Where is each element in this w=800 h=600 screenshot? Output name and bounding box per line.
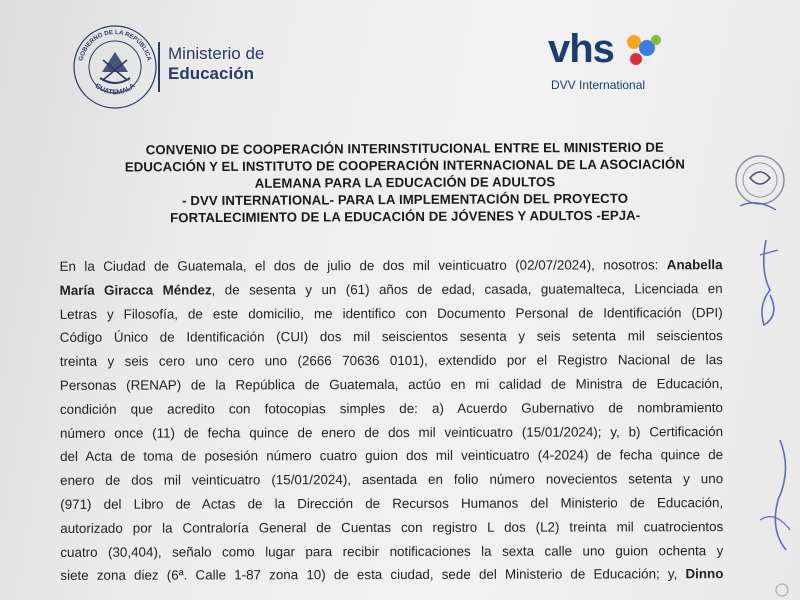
- body-line: autorizado por la Contraloría General de Cuentas con registro L dos (L2) treinta mil cuatrocientos: [60, 518, 724, 536]
- body-line: número once (11) de fecha quince de enero de dos mil veinticuatro (15/01/2024); y, b) Certificación: [60, 423, 724, 441]
- body-line: cuatro (30,404), señalo como lugar para recibir notificaciones la sexta calle uno guion ochenta y: [60, 542, 724, 560]
- ministry-name-line2: Educación: [168, 64, 254, 83]
- agreement-body: [60, 253, 724, 588]
- guatemala-seal-icon: [70, 22, 160, 112]
- svg-text:GUATEMALA: [93, 83, 136, 97]
- body-line: treinta y seis cero uno cero uno (2666 70636 0101), extendido por el Registro Nacional de las: [59, 352, 723, 370]
- vhs-dots-icon: [623, 32, 668, 72]
- title-line: CONVENIO DE COOPERACIÓN INTERINSTITUCIONAL ENTRE EL MINISTERIO DE: [145, 139, 664, 158]
- vhs-subtitle: DVV International: [551, 78, 646, 92]
- body-line: (971) del Libro de Actas de la Dirección de Recursos Humanos del Ministerio de Educación,: [60, 495, 724, 512]
- title-line: - DVV INTERNATIONAL- PARA LA IMPLEMENTACIÓN DEL PROYECTO: [182, 190, 629, 209]
- body-line: Letras y Filosofía, de este domicilio, me identifico con Documento Personal de Identificación (DPI): [59, 304, 723, 322]
- body-line: condición que acredito con fotocopias simples de: a) Acuerdo Gubernativo de nombramiento: [59, 399, 723, 417]
- body-line: María Giracca Méndez, de sesenta y un (61) años de edad, casada, guatemalteca, Licenciada en: [59, 280, 723, 298]
- body-line: En la Ciudad de Guatemala, el dos de julio de dos mil veinticuatro (02/07/2024), nosotros: Anabella: [59, 257, 723, 274]
- logo-divider: [158, 42, 160, 92]
- vhs-dvv-logo: [548, 26, 673, 96]
- body-line: Código Único de Identificación (CUI) dos mil seiscientos sesenta y seis setenta mil seiscientos: [59, 328, 723, 346]
- body-line: Personas (RENAP) de la República de Guatemala, actúo en mi calidad de Ministra de Educación,: [59, 376, 723, 393]
- ministry-name-line1: Ministerio de: [168, 44, 265, 63]
- body-line: siete zona diez (6ª. Calle 1-87 zona 10) de esta ciudad, sede del Ministerio de Educación; y, Dinno: [60, 566, 724, 584]
- margin-signatures-icon: [730, 230, 800, 600]
- title-line: ALEMANA PARA LA EDUCACIÓN DE ADULTOS: [254, 174, 556, 191]
- title-line: EDUCACIÓN Y EL INSTITUTO DE COOPERACIÓN INTERNACIONAL DE LA ASOCIACIÓN: [124, 156, 686, 175]
- official-stamp-icon: [726, 148, 788, 228]
- title-line: FORTALECIMIENTO DE LA EDUCACIÓN DE JÓVENES Y ADULTOS -EPJA-: [170, 207, 641, 226]
- ministry-logo-text: [168, 44, 264, 84]
- seal-text-top: GOBIERNO DE LA REPÚBLICA: [77, 28, 153, 62]
- body-line: del Acta de toma de posesión número cuatro guion dos mil veinticuatro (4-2024) de fecha quince de: [60, 447, 724, 465]
- seal-text-bottom: GUATEMALA: [93, 82, 137, 97]
- vhs-wordmark: vhs: [548, 27, 614, 71]
- body-line: enero de dos mil veinticuatro (15/01/2024), asentada en folio número novecientos setenta y uno: [60, 471, 724, 489]
- agreement-title: [80, 138, 730, 226]
